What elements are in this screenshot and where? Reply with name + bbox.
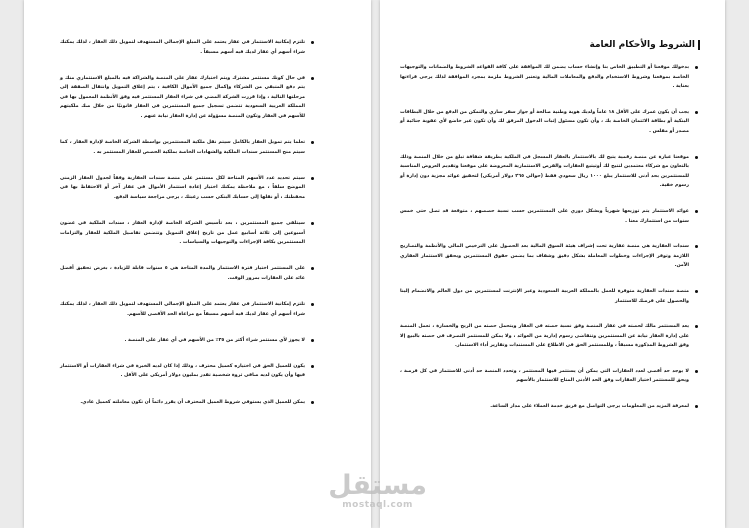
list-item: موقعنا عبارة عن منصة رقمية يتيح لك بالاستثمار بالعقار المسجل في الملكية بطريقة شفافة تبلغ من خلال المنصة وذلك بالتعاون مع شركاء معتمدين لتتيح لك أوتيتيع العقارات والفرص الاستثمارية المعروضة على موقعنا وتقديم العروض المناسبة للمستثمرين بحد أدنى للاستثمار يبلغ ١٠٠٠ ريال سعودي فقط (حوالي ٢٦٥ دولار أمريكي) لتحقيق عوائد مجزية دون إدارة أو رسوم خفية. [400, 153, 700, 191]
list-item: سندات العقارية هي منصة عقارية تحت إشراف هيئة السوق المالية بعد الحصول على الترخيص المالي والأنظمة والتصاريح اللازمة وتوفر الإجراءات وخطوات المعاملة بشكل دقيق وشفاف بما يضمن حقوق المستثمرين ويحقق الاستثمار العقاري الآمن. [400, 242, 700, 271]
list-item: لا يوجد حد أقصى لعدد العقارات التي يمكن أن يستثمر فيها المستثمر ، وتحدد المنصة حد أدنى للاستثمار في كل فرصة ، ويحق للمستثمر اختيار العقارات وفق الحد الأدنى المتاح للاستثمار بالأسهم [400, 367, 700, 386]
list-item: عوائد الاستثمار يتم توزيعها شهرياً وبشكل دوري على المستثمرين حسب نسبة حصصهم ، متوقعة قد تصل حتى خمس سنوات من استثمارك معنا . [400, 207, 700, 226]
list-item: على المستثمر اختيار فترة الاستثمار والمدة المتاحة هي ٥ سنوات قابلة للزيادة ، بغرض تحقيق أفضل عائد على العقارات بمرور الوقت. [60, 264, 316, 283]
list-item: في حال كونك مستثمر مشترك ويتم اختيارك عقار على المنصة والشراكة فيه بالمبلغ الاستثماري منك و يتم دفع المتبقي من الشركاء وإكمال جميع الأموال الكافية ، يتم إغلاق التمويل وانتقال الصفقة إلى مرحلتها التالية ، وإذا قررت الشركة المضي في شراء العقار المستثمر فيه وفق الأنظمة المعمول بها في المملكة العربية السعودية تتضمن تسجيل جميع المستثمرين في العقار قانونيًا من خلال صك ملكيتهم للأسهم في العقار وتكون المنصة مسؤولة عن إدارة العقار نيابة عنهم . [60, 74, 316, 122]
list-item: يكون للعميل الحق في اختياره كعميل محترف ، وذلك إذا كان لديه الخبرة في شراء العقارات أو الاستثمار فيها وأن يكون لديه صافي ثروة شخصية تقدر بمليون دولار أمريكي على الأقل . [60, 362, 316, 381]
right-page-content [400, 40, 700, 428]
left-page-content [60, 38, 316, 424]
watermark-logo [328, 472, 427, 510]
list-item: منصة سندات العقارية متوفرة للعمل بالمملكة العربية السعودية وعبر الإنترنت لمستثمرين من دول العالم والانضمام إلينا والحصول على فرصك للاستثمار [400, 287, 700, 306]
list-item: بدخولك موقعنا أو التطبيق الخاص بنا وإنشاء حساب يضمن لك الموافقة على كافة القواعد الشروط والضمانات والتوجيهات الخاصة بموقعنا وشروط الاستخدام والدفع والمعاملات المالية وتعتبر الشروط ملزمة بمجرد الموافقة لذلك يرجى قراءتها بعناية . [400, 63, 700, 92]
list-item: سيتلقى جميع المستثمرين ، بعد تأسيس الشركة الخاصة لإدارة العقار ، سندات الملكية في غضون أسبوعين إلى ثلاثة أسابيع عمل من تاريخ إغلاق التمويل وتتضمن تفاصيل الملكية للعقار والتزامات المستثمرين بكافة الإجراءات والتوجيهات والسياسات . [60, 219, 316, 248]
watermark-latin-text: mostaql.com [342, 500, 413, 510]
watermark-arabic-text: مستقل [328, 470, 427, 501]
list-item: يمكن للعميل الذي يستوفي شروط العميل المحترف أن يقرر دائماً أن تكون معاملته كعميل عادي. [60, 398, 316, 408]
list-item: يعد المستثمر مالك لحصته في عقار المنصة وفق نسبة حصته في العقار ويتحمل حصته من الربح والخسارة ، تعمل المنصة على إدارة العقار نيابة عن المستثمرين وتتقاضى رسوم إدارية من العوائد ، ولا يمكن للمستثمر التصرف في حصته بالبيع إلا وفق الشروط المذكورة مسبقاً ، وللمستثمر الحق في الاطلاع على المستندات وتقارير أداء الاستثمار. [400, 322, 700, 351]
list-item: سيتم تحديد عدد الأسهم المتاحة لكل مستثمر على منصة سندات العقارية وفقاً لجدول العقار الزمني الموضح سلفاً ، مع ملاحظة يمكنك اختيار إعادة استثمار الأموال في عقار آخر أو الاحتفاظ بها في محفظتك ، أو نقلها إلى حسابك البنكي حسب رغبتك ، يرجى مراجعة سياسة الدفع. [60, 174, 316, 203]
right-bullet-list [400, 63, 700, 412]
list-item: لا يجوز لأي مستثمر شراء أكثر من ٣٥٪ من الأسهم في أي عقار على المنصة . [60, 336, 316, 346]
list-item: يجب أن يكون عمرك على الأقل ١٨ عاماً ولديك هوية وطنية صالحة أو جواز سفر ساري والتمكن من الدفع من خلال البطاقات البنكية أو بطاقة الائتمان الخاصة بك ، وأن تكون مسئول إثبات الدخول المرفق لك وأن تكون غير خاضع لأي عقوبة جنائية أو مصدر أو مفلس . [400, 108, 700, 137]
left-page [24, 0, 371, 528]
left-bullet-list [60, 38, 316, 407]
page-title: الشروط والأحكام العامة [400, 40, 700, 50]
right-page [380, 0, 725, 528]
list-item: تلتزم إمكانية الاستثمار في عقار يعتمد على المبلغ الإجمالي المستهدف لتمويل ذلك العقار ، لذلك يمكنك شراء أسهم أي عقار لديك فيه أسهم مسبقاً . [60, 38, 316, 57]
list-item: تعلما يتم تمويل العقار بالكامل سيتم نقل ملكية المستثمرين بواسطة الشركة الخاصة لإدارة العقار ، كما سيتم منح المستثمر سندات الملكية والشهادات الخاصة بملكية الحصص للعقار المستثمر به . [60, 138, 316, 157]
list-item: تلتزم إمكانية الاستثمار في عقار يعتمد على المبلغ الإجمالي المستهدف لتمويل ذلك العقار ، لذلك يمكنك شراء أسهم أي عقار لديك فيه أسهم مسبقاً مع مراعاة الحد الأقصى للأسهم. [60, 300, 316, 319]
list-item: لمعرفة المزيد من المعلومات يرجى التواصل مع فريق خدمة العملاء على مدار الساعة. [400, 402, 700, 412]
